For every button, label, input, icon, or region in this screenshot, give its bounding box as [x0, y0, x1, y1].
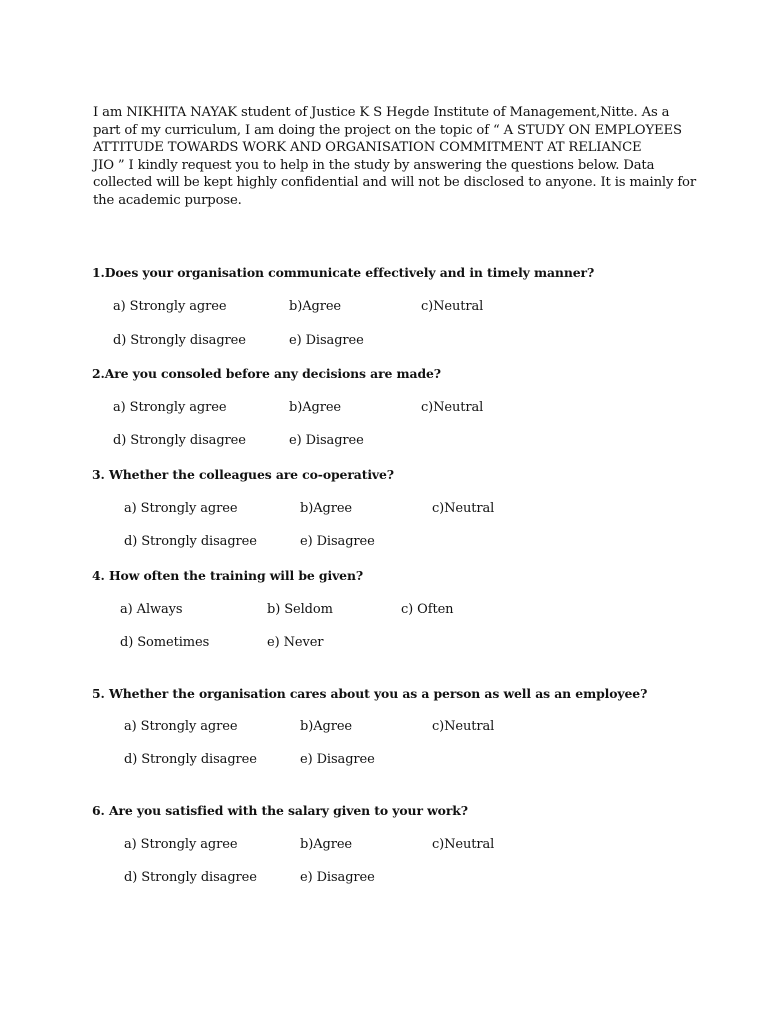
- option-c: c)Neutral: [421, 299, 484, 314]
- option-b: b)Agree: [289, 299, 342, 314]
- intro-line: the academic purpose.: [93, 192, 242, 208]
- intro-paragraph: [93, 104, 696, 210]
- option-a: a) Always: [120, 602, 183, 617]
- option-a: a) Strongly agree: [113, 299, 227, 314]
- option-b: b)Agree: [289, 400, 342, 415]
- question-5: 5. Whether the organisation cares about you as a person as well as an employee?: [92, 686, 648, 701]
- option-a: a) Strongly agree: [124, 719, 238, 734]
- option-b: b) Seldom: [267, 602, 333, 617]
- option-e: e) Disagree: [289, 333, 364, 348]
- option-d: d) Sometimes: [120, 635, 210, 650]
- option-d: d) Strongly disagree: [113, 433, 246, 448]
- question-6: 6. Are you satisfied with the salary given to your work?: [92, 803, 468, 818]
- option-e: e) Disagree: [300, 752, 375, 767]
- intro-line: I am NIKHITA NAYAK student of Justice K S Hegde Institute of Management,Nitte. As a: [93, 105, 670, 120]
- option-a: a) Strongly agree: [124, 501, 238, 516]
- intro-line: part of my curriculum, I am doing the project on the topic of “ A STUDY ON EMPLOYEES: [93, 122, 682, 138]
- option-a: a) Strongly agree: [113, 400, 227, 415]
- question-3: 3. Whether the colleagues are co-operative?: [92, 467, 394, 482]
- option-e: e) Never: [267, 635, 324, 650]
- option-c: c)Neutral: [432, 501, 495, 516]
- option-c: c)Neutral: [432, 719, 495, 734]
- intro-line: ATTITUDE TOWARDS WORK AND ORGANISATION COMMITMENT AT RELIANCE: [93, 140, 642, 156]
- intro-line: collected will be kept highly confidential and will not be disclosed to anyone. It is mainly for: [93, 175, 696, 191]
- option-b: b)Agree: [300, 501, 353, 516]
- option-d: d) Strongly disagree: [124, 752, 257, 767]
- option-e: e) Disagree: [300, 870, 375, 885]
- option-c: c) Often: [401, 602, 454, 617]
- question-1: 1.Does your organisation communicate effectively and in timely manner?: [92, 265, 595, 280]
- option-d: d) Strongly disagree: [124, 870, 257, 885]
- intro-line: JIO ” I kindly request you to help in the study by answering the questions below. Data: [93, 157, 655, 173]
- option-a: a) Strongly agree: [124, 837, 238, 852]
- option-b: b)Agree: [300, 719, 353, 734]
- option-b: b)Agree: [300, 837, 353, 852]
- question-2: 2.Are you consoled before any decisions are made?: [92, 366, 441, 381]
- option-d: d) Strongly disagree: [113, 333, 246, 348]
- option-e: e) Disagree: [289, 433, 364, 448]
- option-c: c)Neutral: [421, 400, 484, 415]
- question-4: 4. How often the training will be given?: [92, 568, 364, 583]
- option-d: d) Strongly disagree: [124, 534, 257, 549]
- option-e: e) Disagree: [300, 534, 375, 549]
- option-c: c)Neutral: [432, 837, 495, 852]
